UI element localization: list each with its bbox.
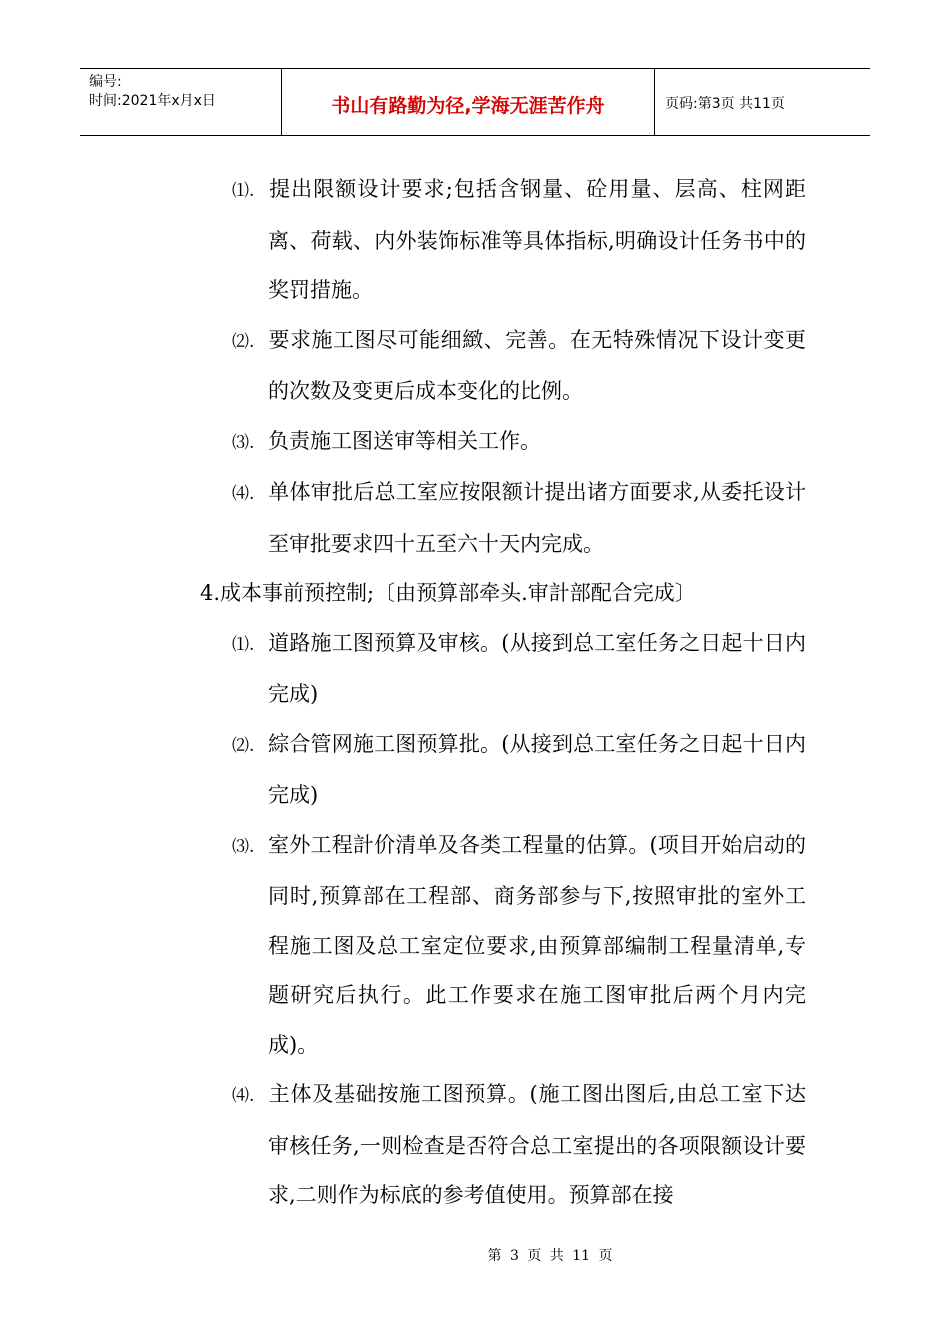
list-item (232, 165, 806, 316)
list-item (232, 619, 806, 720)
item-text: 单体审批后总工室应按限额计提出诸方面要求,从委托设计至审批要求四十五至六十天内完成。 (268, 480, 806, 556)
list-item (232, 720, 806, 821)
document-number-label: 编号: (89, 74, 122, 90)
document-body (0, 165, 950, 1221)
item-number: ⑴. (232, 181, 255, 201)
item-number: ⑶. (232, 432, 255, 453)
item-text: 綜合管网施工图预算批。(从接到总工室任务之日起十日内完成) (268, 731, 806, 807)
header-page-info: 页码:第3页 共11页 (665, 96, 785, 112)
document-time-label: 时间:2021年x月x日 (89, 93, 216, 109)
list-item (232, 468, 806, 569)
page-header (80, 68, 870, 136)
item-text: 负责施工图送审等相关工作。 (268, 428, 541, 453)
list-item (232, 1070, 806, 1221)
header-meta (80, 69, 282, 135)
item-text: 主体及基础按施工图预算。(施工图出图后,由总工室下达审核任务,一则检查是否符合总工室提出的各项限额设计要求,二则作为标底的参考值使用。预算部在接 (268, 1082, 806, 1207)
item-number: ⑶. (232, 836, 255, 857)
item-text: 要求施工图尽可能细緻、完善。在无特殊情况下设计变更的次数及变更后成本变化的比例。 (268, 327, 806, 403)
item-number: ⑵. (232, 331, 255, 352)
list-item (232, 316, 806, 417)
item-text: 道路施工图预算及审核。(从接到总工室任务之日起十日内完成) (268, 630, 806, 706)
item-number: ⑷. (232, 1086, 255, 1106)
item-text: 提出限额设计要求;包括含钢量、砼用量、层高、柱网距离、荷载、内外装饰标准等具体指标,明确设计任务书中的奖罚措施。 (268, 177, 806, 302)
section-heading: 4.成本事前预控制;〔由预算部牵头.审計部配合完成〕 (200, 581, 696, 605)
page-footer: 第 3 页 共 11 页 (487, 1248, 613, 1264)
list-item (232, 417, 806, 469)
item-number: ⑷. (232, 484, 255, 504)
item-number: ⑴. (232, 634, 255, 655)
item-number: ⑵. (232, 735, 255, 756)
item-text: 室外工程計价清单及各类工程量的估算。(项目开始启动的同时,预算部在工程部、商务部参与下,按照审批的室外工程施工图及总工室定位要求,由预算部编制工程量清单,专题研究后执行。此工作要求在施工图审批后两个月内完成)。 (268, 832, 806, 1057)
list-item (232, 821, 806, 1071)
header-motto: 书山有路勤为径,学海无涯苦作舟 (282, 69, 655, 135)
